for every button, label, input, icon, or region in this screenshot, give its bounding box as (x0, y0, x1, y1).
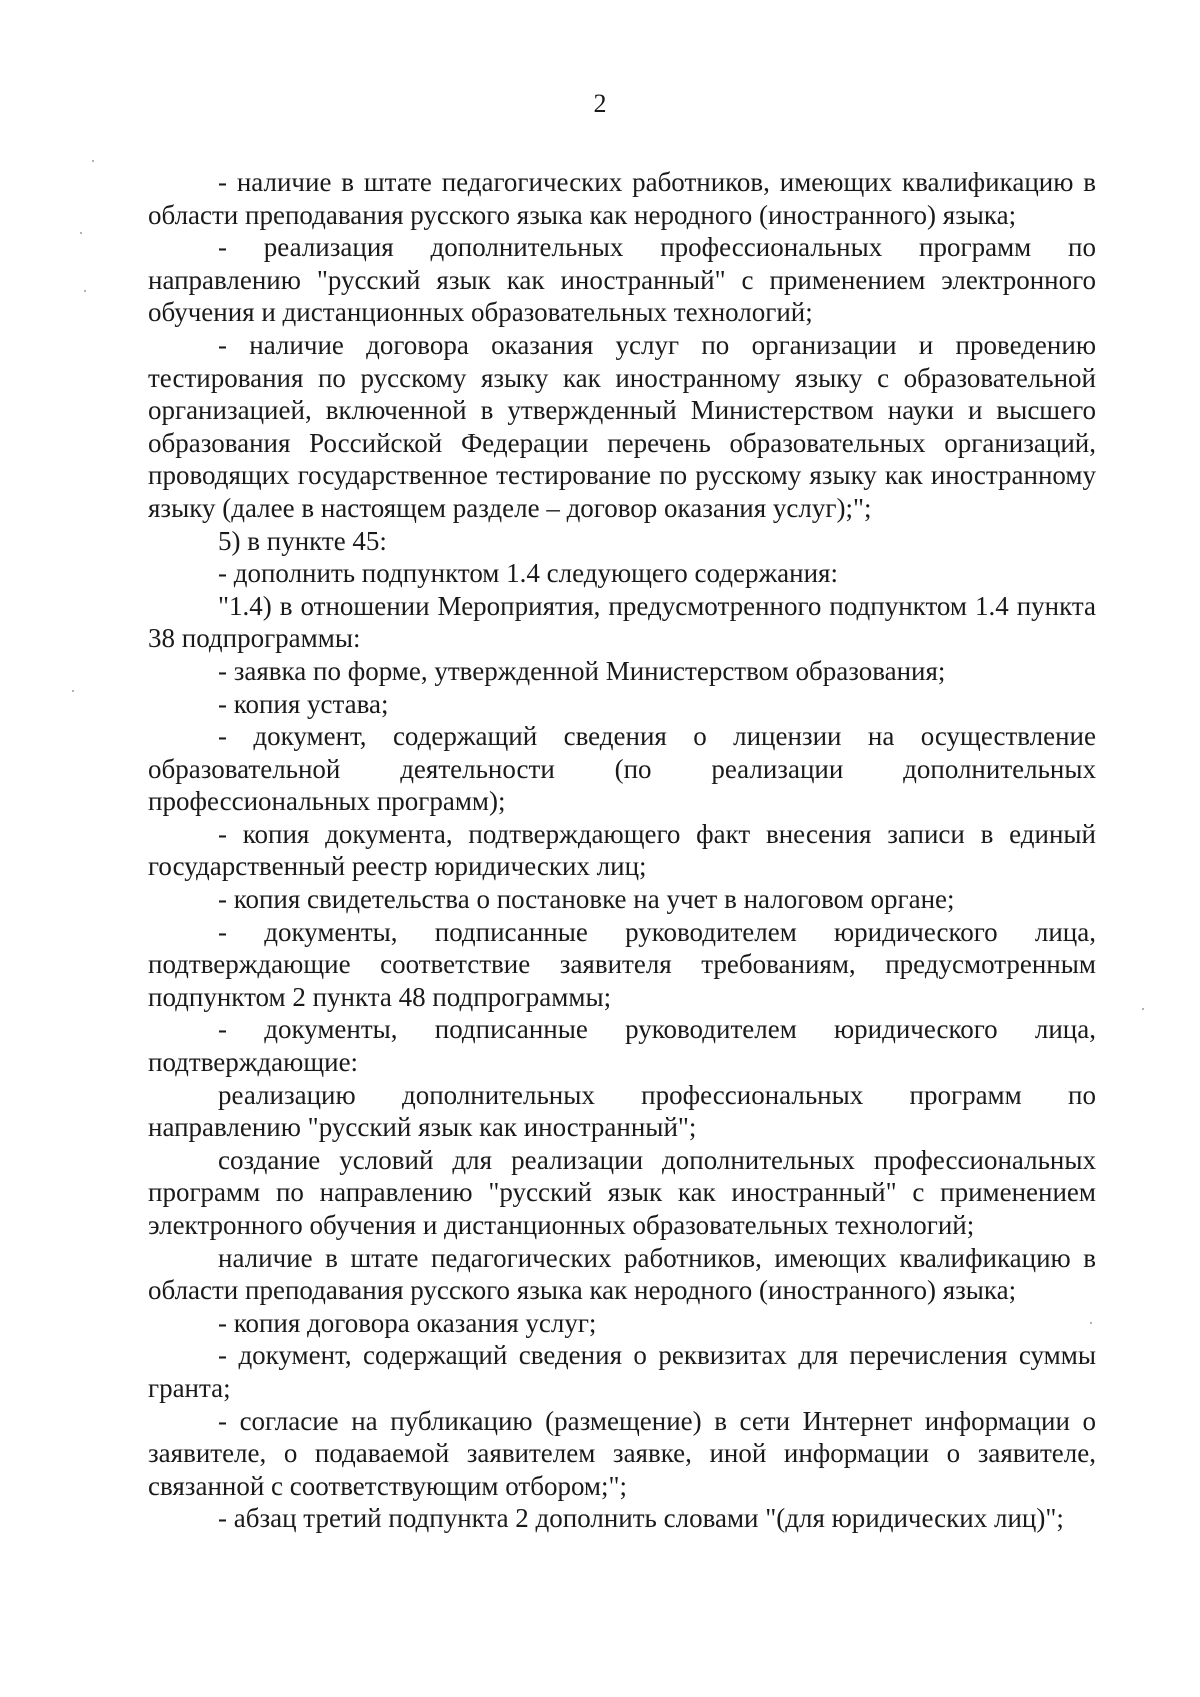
scan-speck (1142, 1008, 1144, 1010)
sub-item-teacher-qualification: наличие в штате педагогических работников, имеющих квалификацию в области преподавания русского языка как неродного (иностранного) языка; (148, 1242, 1096, 1306)
document-body (148, 166, 1096, 1535)
list-item-registry-document: - копия документа, подтверждающего факт внесения записи в единый государственный реестр юридических лиц; (148, 818, 1096, 882)
scan-speck (72, 690, 74, 692)
list-item-license-document: - документ, содержащий сведения о лицензии на осуществление образовательной деятельности (по реализации дополнительных профессиональных программ); (148, 721, 1096, 817)
scan-speck (80, 232, 82, 234)
list-item-publication-consent: - согласие на публикацию (размещение) в сети Интернет информации о заявителе, о подаваемой заявителем заявке, иной информации о заявителе, связанной с соответствующим отбором;"; (148, 1405, 1096, 1501)
sub-item-program-implementation: реализацию дополнительных профессиональных программ по направлению "русский язык как иностранный"; (148, 1079, 1096, 1143)
paragraph-testing-contract: - наличие договора оказания услуг по организации и проведению тестирования по русскому языку как иностранному языку с образовательной организацией, включенной в утвержденный Министерством науки и высшего образования Российской Федерации перечень образовательных организаций, проводящих государственное тестирование по русскому языку как иностранному языку (далее в настоящем разделе – договор оказания услуг);"; (148, 329, 1096, 523)
paragraph-add-subclause: - дополнить подпунктом 1.4 следующего содержания: (218, 558, 838, 589)
list-item-compliance-documents: - документы, подписанные руководителем юридического лица, подтверждающие соответствие заявителя требованиям, предусмотренным подпунктом 2 пункта 48 подпрограммы; (148, 916, 1096, 1012)
scan-speck (84, 290, 86, 292)
list-item-tax-certificate: - копия свидетельства о постановке на учет в налоговом органе; (218, 884, 955, 915)
sub-item-conditions-creation: создание условий для реализации дополнительных профессиональных программ по направлению "русский язык как иностранный" с применением электронного обучения и дистанционных образовательных технологий; (148, 1144, 1096, 1240)
paragraph-program-implementation: - реализация дополнительных профессиональных программ по направлению "русский язык как иностранный" с применением электронного обучения и дистанционных образовательных технологий; (148, 232, 1096, 328)
list-item-contract-copy: - копия договора оказания услуг; (218, 1307, 597, 1338)
page-number: 2 (593, 89, 607, 118)
list-item-charter-copy: - копия устава; (218, 688, 389, 719)
paragraph-clause-45: 5) в пункте 45: (218, 525, 387, 556)
paragraph-abzac-addition: - абзац третий подпункта 2 дополнить словами "(для юридических лиц)"; (218, 1503, 1064, 1534)
scan-speck (92, 160, 94, 162)
scan-speck (1090, 1322, 1092, 1324)
paragraph-teacher-qualification: - наличие в штате педагогических работников, имеющих квалификацию в области преподавания русского языка как неродного (иностранного) языка; (148, 167, 1096, 230)
paragraph-subclause-1-4: "1.4) в отношении Мероприятия, предусмотренного подпунктом 1.4 пункта 38 подпрограммы: (148, 590, 1096, 654)
list-item-application-form: - заявка по форме, утвержденной Министерством образования; (218, 655, 946, 686)
list-item-bank-details: - документ, содержащий сведения о реквизитах для перечисления суммы гранта; (148, 1340, 1096, 1403)
list-item-confirming-documents: - документы, подписанные руководителем юридического лица, подтверждающие: (148, 1014, 1096, 1078)
